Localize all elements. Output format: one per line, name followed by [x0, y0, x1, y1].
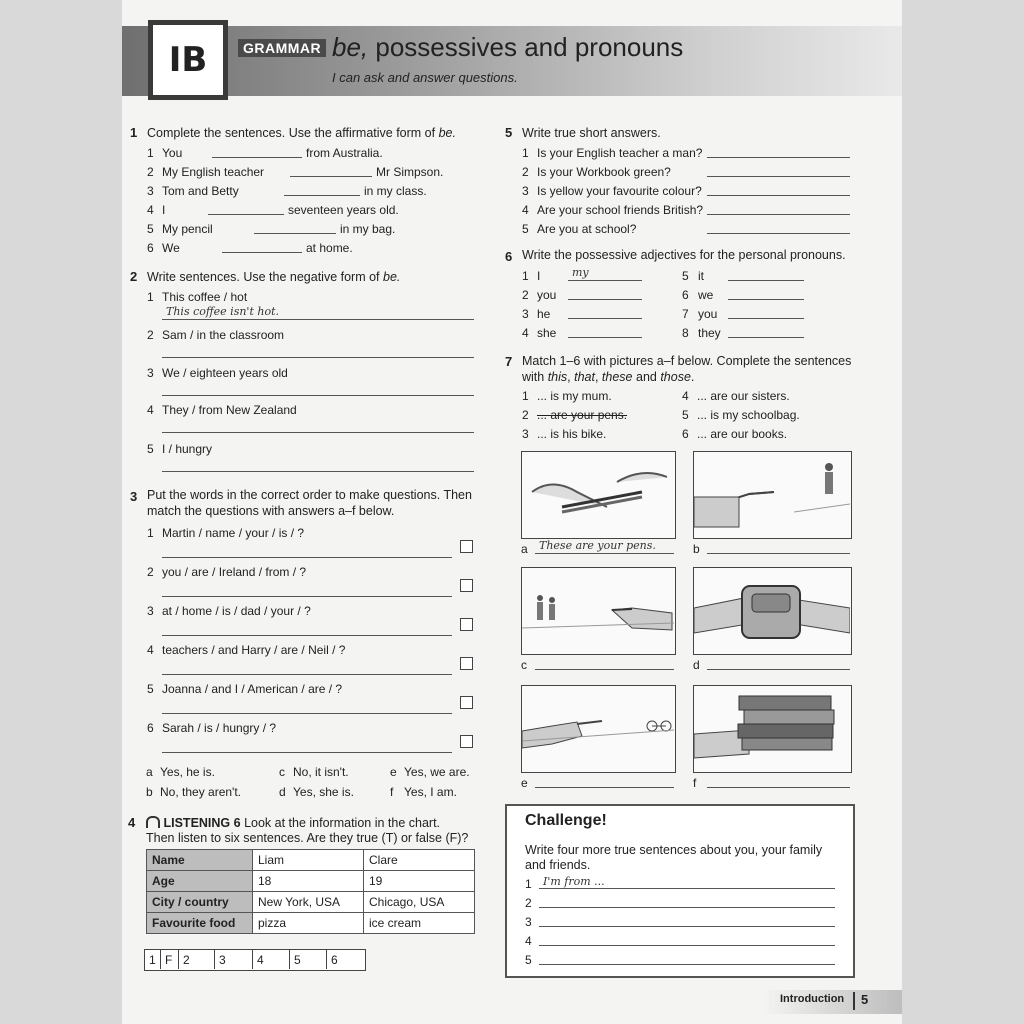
ex7-picture-e — [521, 685, 676, 773]
ex3-item-number: 5 — [147, 682, 154, 696]
ex3-match-box[interactable] — [460, 540, 473, 553]
ex3-item-number: 6 — [147, 721, 154, 735]
challenge-line-number: 2 — [525, 896, 532, 910]
ex7-item-text: ... are our books. — [697, 427, 788, 441]
ex2-item-text: I / hungry — [162, 442, 213, 456]
ex3-item-number: 2 — [147, 565, 154, 579]
chart-clare-value: Clare — [364, 850, 475, 871]
ex1-item-start: Tom and Betty — [162, 184, 239, 198]
ex5-answer-line[interactable] — [707, 233, 850, 234]
ex3-answer-letter: d — [279, 785, 286, 799]
ex6-pronoun: I — [537, 269, 541, 283]
ex1-answer-blank[interactable] — [284, 195, 360, 196]
ex6-answer-line[interactable] — [728, 299, 804, 300]
chart-row-label: Name — [147, 850, 253, 871]
ex1-item-number: 5 — [147, 222, 154, 236]
ex2-item-number: 2 — [147, 328, 154, 342]
tf-box-divider — [289, 949, 290, 969]
ex3-answer-letter: f — [390, 785, 394, 799]
ex3-item-number: 3 — [147, 604, 154, 618]
ex2-answer-line[interactable] — [162, 357, 474, 358]
ex1-item-start: My pencil — [162, 222, 213, 236]
ex5-item-text: Are your school friends British? — [537, 203, 704, 217]
headphones-icon — [146, 816, 160, 828]
ex7-instr-line1: Match 1–6 with pictures a–f below. Complete the sentences — [522, 354, 852, 368]
ex2-instr-text: Write sentences. Use the negative form of — [147, 270, 383, 284]
challenge-instr2: and friends. — [525, 858, 591, 872]
ex6-pronoun: she — [537, 326, 557, 340]
tf-box-label[interactable]: 2 — [183, 953, 190, 967]
ex7-instr-with: with — [522, 370, 548, 384]
ex1-item-start: We — [162, 241, 180, 255]
challenge-line-number: 1 — [525, 877, 532, 891]
challenge-line-number: 3 — [525, 915, 532, 929]
ex2-item-number: 4 — [147, 403, 154, 417]
title-rest: possessives and pronouns — [368, 32, 684, 62]
ex7-picture-f — [693, 685, 852, 773]
chart-clare-value: ice cream — [364, 913, 475, 934]
info-chart — [146, 849, 475, 934]
ex1-item-start: You — [162, 146, 183, 160]
ex1-instr-be: be. — [438, 126, 456, 140]
ex1-instr-text: Complete the sentences. Use the affirmative form of — [147, 126, 439, 140]
ex5-answer-line[interactable] — [707, 214, 850, 215]
ex3-answer-line[interactable] — [162, 674, 452, 675]
ex2-answer-line[interactable] — [162, 471, 474, 472]
ex7-number: 7 — [505, 354, 513, 369]
ex7-item-text: ... are your pens. — [537, 408, 628, 422]
chart-liam-value: 18 — [253, 871, 364, 892]
ex1-item-end: in my class. — [364, 184, 427, 198]
ex2-item-text: They / from New Zealand — [162, 403, 297, 417]
challenge-answer-line[interactable] — [539, 964, 835, 965]
ex1-answer-blank[interactable] — [254, 233, 336, 234]
ex7-word-that: that — [574, 370, 595, 384]
ex7-instr-line2 — [522, 369, 694, 385]
challenge-title: Challenge! — [525, 812, 607, 829]
challenge-answer-line[interactable] — [539, 926, 835, 927]
tf-box-label[interactable]: 3 — [219, 953, 226, 967]
tf-box-label[interactable]: 1 — [149, 953, 156, 967]
ex5-item-number: 1 — [522, 146, 529, 160]
ex3-answer-text: No, they aren't. — [160, 785, 241, 799]
tf-box-divider — [326, 949, 327, 969]
ex2-instruction — [147, 269, 400, 285]
tf-box-label[interactable]: 6 — [331, 953, 338, 967]
ex3-answer-letter: c — [279, 765, 285, 779]
ex6-example-answer: my — [572, 266, 589, 279]
ex7-picture-letter: e — [521, 776, 528, 790]
ex4-number: 4 — [128, 815, 136, 830]
ex2-example-answer: This coffee isn't hot. — [166, 305, 279, 318]
ex7-sep2: , — [594, 370, 602, 384]
ex7-picture-answer-line[interactable] — [535, 669, 674, 670]
ex7-word-these: these — [601, 370, 633, 384]
ex1-item-end: in my bag. — [340, 222, 396, 236]
ex7-picture-answer-line[interactable] — [707, 553, 850, 554]
ex3-answer-text: No, it isn't. — [293, 765, 349, 779]
ex7-picture-d — [693, 567, 852, 655]
ex1-item-number: 2 — [147, 165, 154, 179]
ex1-number: 1 — [130, 125, 138, 140]
ex5-item-number: 4 — [522, 203, 529, 217]
challenge-answer-line[interactable] — [539, 888, 835, 889]
ex6-item-number: 3 — [522, 307, 529, 321]
ex5-item-text: Is your English teacher a man? — [537, 146, 703, 160]
ex7-picture-letter: d — [693, 658, 700, 672]
ex1-item-end: seventeen years old. — [288, 203, 399, 217]
workbook-page — [122, 0, 902, 1024]
ex7-picture-answer-line[interactable] — [535, 787, 674, 788]
ex3-answer-letter: b — [146, 785, 153, 799]
ex7-picture-answer-line[interactable] — [535, 553, 674, 554]
ex6-pronoun: you — [698, 307, 718, 321]
ex1-item-start: My English teacher — [162, 165, 265, 179]
ex3-match-box[interactable] — [460, 618, 473, 631]
ex7-word-this: this — [547, 370, 568, 384]
ex7-picture-b — [693, 451, 852, 539]
ex4-instr-line2: Then listen to six sentences. Are they true (T) or false (F)? — [146, 831, 469, 845]
ex5-number: 5 — [505, 125, 513, 140]
ex3-match-box[interactable] — [460, 657, 473, 670]
challenge-line-number: 5 — [525, 953, 532, 967]
chart-clare-value: 19 — [364, 871, 475, 892]
ex7-word-those: those — [660, 370, 691, 384]
ex6-item-number: 4 — [522, 326, 529, 340]
ex3-answer-letter: a — [146, 765, 153, 779]
ex3-instr-line2: match the questions with answers a–f below. — [147, 504, 395, 518]
chart-liam-value: Liam — [253, 850, 364, 871]
ex4-instr-line1 — [146, 815, 440, 831]
chart-row — [147, 913, 475, 934]
challenge-example-answer: I'm from ... — [543, 875, 605, 888]
ex3-answer-line[interactable] — [162, 635, 452, 636]
ex3-answer-line[interactable] — [162, 713, 452, 714]
ex1-item-start: I — [162, 203, 166, 217]
ex7-sep1: , — [567, 370, 575, 384]
ex7-picture-answer-line[interactable] — [707, 787, 850, 788]
ex5-item-text: Is your Workbook green? — [537, 165, 671, 179]
tf-box-label[interactable]: 5 — [294, 953, 301, 967]
ex3-item-text: you / are / Ireland / from / ? — [162, 565, 307, 579]
ex3-instr-line1: Put the words in the correct order to make questions. Then — [147, 488, 472, 502]
ex5-answer-line[interactable] — [707, 157, 850, 158]
ex5-item-text: Are you at school? — [537, 222, 637, 236]
ex3-match-box[interactable] — [460, 735, 473, 748]
ex7-item-text: ... is his bike. — [537, 427, 607, 441]
ex7-picture-letter: f — [693, 776, 697, 790]
ex2-item-text: Sam / in the classroom — [162, 328, 285, 342]
ex1-item-end: Mr Simpson. — [376, 165, 444, 179]
tf-box-divider — [178, 949, 179, 969]
ex3-number: 3 — [130, 489, 138, 504]
challenge-line-number: 4 — [525, 934, 532, 948]
ex7-item-text: ... is my schoolbag. — [697, 408, 800, 422]
ex6-pronoun: you — [537, 288, 557, 302]
ex6-pronoun: he — [537, 307, 551, 321]
ex1-item-end: at home. — [306, 241, 353, 255]
ex7-example-answer: These are your pens. — [539, 539, 656, 552]
ex4-instr1: Look at the information in the chart. — [244, 816, 441, 830]
tf-box-divider — [214, 949, 215, 969]
challenge-instr1: Write four more true sentences about you, your family — [525, 843, 823, 857]
chart-clare-value: Chicago, USA — [364, 892, 475, 913]
ex4-listening-label: LISTENING 6 — [163, 816, 241, 830]
ex6-pronoun: they — [698, 326, 721, 340]
ex2-answer-line[interactable] — [162, 319, 474, 320]
ex2-item-number: 1 — [147, 290, 154, 304]
ex7-item-number: 1 — [522, 389, 529, 403]
ex5-item-number: 3 — [522, 184, 529, 198]
ex7-item-number: 3 — [522, 427, 529, 441]
ex3-match-box[interactable] — [460, 696, 473, 709]
ex2-answer-line[interactable] — [162, 395, 474, 396]
tf-box-label[interactable]: F — [165, 953, 173, 967]
ex6-answer-line[interactable] — [568, 337, 642, 338]
ex6-item-number: 7 — [682, 307, 689, 321]
ex3-item-text: teachers / and Harry / are / Neil / ? — [162, 643, 346, 657]
ex2-item-number: 3 — [147, 366, 154, 380]
ex6-pronoun: we — [698, 288, 714, 302]
challenge-answer-line[interactable] — [539, 907, 835, 908]
ex6-item-number: 1 — [522, 269, 529, 283]
ex6-answer-line[interactable] — [728, 280, 804, 281]
ex2-answer-line[interactable] — [162, 432, 474, 433]
unit-number: IB — [148, 20, 228, 100]
ex3-item-number: 4 — [147, 643, 154, 657]
chart-row — [147, 871, 475, 892]
ex5-item-number: 2 — [522, 165, 529, 179]
ex6-answer-line[interactable] — [728, 318, 804, 319]
ex3-item-number: 1 — [147, 526, 154, 540]
ex6-answer-line[interactable] — [728, 337, 804, 338]
ex6-item-number: 5 — [682, 269, 689, 283]
ex6-item-number: 8 — [682, 326, 689, 340]
ex7-sep4: . — [690, 370, 695, 384]
ex5-answer-line[interactable] — [707, 195, 850, 196]
ex7-item-number: 4 — [682, 389, 689, 403]
title-be: be, — [332, 32, 369, 62]
ex1-item-number: 6 — [147, 241, 154, 255]
ex7-item-number: 6 — [682, 427, 689, 441]
ex3-answer-line[interactable] — [162, 596, 452, 597]
ex2-number: 2 — [130, 269, 138, 284]
ex7-item-text: ... is my mum. — [537, 389, 612, 403]
page-subtitle: I can ask and answer questions. — [332, 70, 518, 85]
ex3-match-box[interactable] — [460, 579, 473, 592]
ex7-item-number: 2 — [522, 408, 529, 422]
ex5-instruction: Write true short answers. — [522, 126, 661, 140]
ex3-answer-text: Yes, she is. — [293, 785, 354, 799]
ex7-item-number: 5 — [682, 408, 689, 422]
ex7-picture-letter: b — [693, 542, 700, 556]
ex1-answer-blank[interactable] — [208, 214, 284, 215]
ex3-item-text: Joanna / and I / American / are / ? — [162, 682, 343, 696]
ex6-answer-line[interactable] — [568, 299, 642, 300]
ex1-answer-blank[interactable] — [290, 176, 372, 177]
ex3-answer-letter: e — [390, 765, 397, 779]
grammar-tag: GRAMMAR — [238, 39, 326, 57]
ex2-item-text: We / eighteen years old — [162, 366, 288, 380]
tf-box-divider — [252, 949, 253, 969]
ex2-item-number: 5 — [147, 442, 154, 456]
ex5-item-text: Is yellow your favourite colour? — [537, 184, 702, 198]
ex6-answer-line[interactable] — [568, 280, 642, 281]
ex5-answer-line[interactable] — [707, 176, 850, 177]
chart-liam-value: pizza — [253, 913, 364, 934]
ex6-instruction: Write the possessive adjectives for the personal pronouns. — [522, 248, 846, 262]
ex6-answer-line[interactable] — [568, 318, 642, 319]
ex2-instr-be: be. — [383, 270, 401, 284]
tf-box-divider — [160, 949, 161, 969]
ex3-answer-line[interactable] — [162, 752, 452, 753]
ex3-answer-text: Yes, I am. — [404, 785, 457, 799]
ex1-item-end: from Australia. — [306, 146, 383, 160]
footer-section: Introduction — [780, 993, 845, 1005]
challenge-answer-line[interactable] — [539, 945, 835, 946]
chart-row-label: Age — [147, 871, 253, 892]
ex6-item-number: 2 — [522, 288, 529, 302]
ex7-picture-letter: a — [521, 542, 528, 556]
ex7-item-text: ... are our sisters. — [697, 389, 790, 403]
ex6-item-number: 6 — [682, 288, 689, 302]
chart-row-label: City / country — [147, 892, 253, 913]
ex7-picture-a — [521, 451, 676, 539]
ex3-answer-line[interactable] — [162, 557, 452, 558]
challenge-box — [505, 804, 855, 978]
chart-row — [147, 850, 475, 871]
ex1-answer-blank[interactable] — [212, 157, 302, 158]
chart-row-label: Favourite food — [147, 913, 253, 934]
ex3-item-text: at / home / is / dad / your / ? — [162, 604, 311, 618]
ex7-picture-answer-line[interactable] — [707, 669, 850, 670]
ex2-item-text: This coffee / hot — [162, 290, 248, 304]
chart-liam-value: New York, USA — [253, 892, 364, 913]
ex1-instruction — [147, 125, 456, 141]
ex1-item-number: 4 — [147, 203, 154, 217]
chart-row — [147, 892, 475, 913]
ex6-pronoun: it — [698, 269, 704, 283]
ex5-item-number: 5 — [522, 222, 529, 236]
ex1-item-number: 1 — [147, 146, 154, 160]
ex3-item-text: Sarah / is / hungry / ? — [162, 721, 277, 735]
page-title — [332, 32, 683, 63]
tf-box-label[interactable]: 4 — [257, 953, 264, 967]
ex1-answer-blank[interactable] — [222, 252, 302, 253]
ex1-item-number: 3 — [147, 184, 154, 198]
ex7-sep3: and — [632, 370, 661, 384]
ex3-item-text: Martin / name / your / is / ? — [162, 526, 305, 540]
footer-divider — [853, 992, 855, 1010]
ex7-picture-c — [521, 567, 676, 655]
ex3-answer-text: Yes, we are. — [404, 765, 470, 779]
page-number: 5 — [861, 992, 869, 1007]
ex6-number: 6 — [505, 249, 513, 264]
ex7-picture-letter: c — [521, 658, 527, 672]
ex3-answer-text: Yes, he is. — [160, 765, 215, 779]
